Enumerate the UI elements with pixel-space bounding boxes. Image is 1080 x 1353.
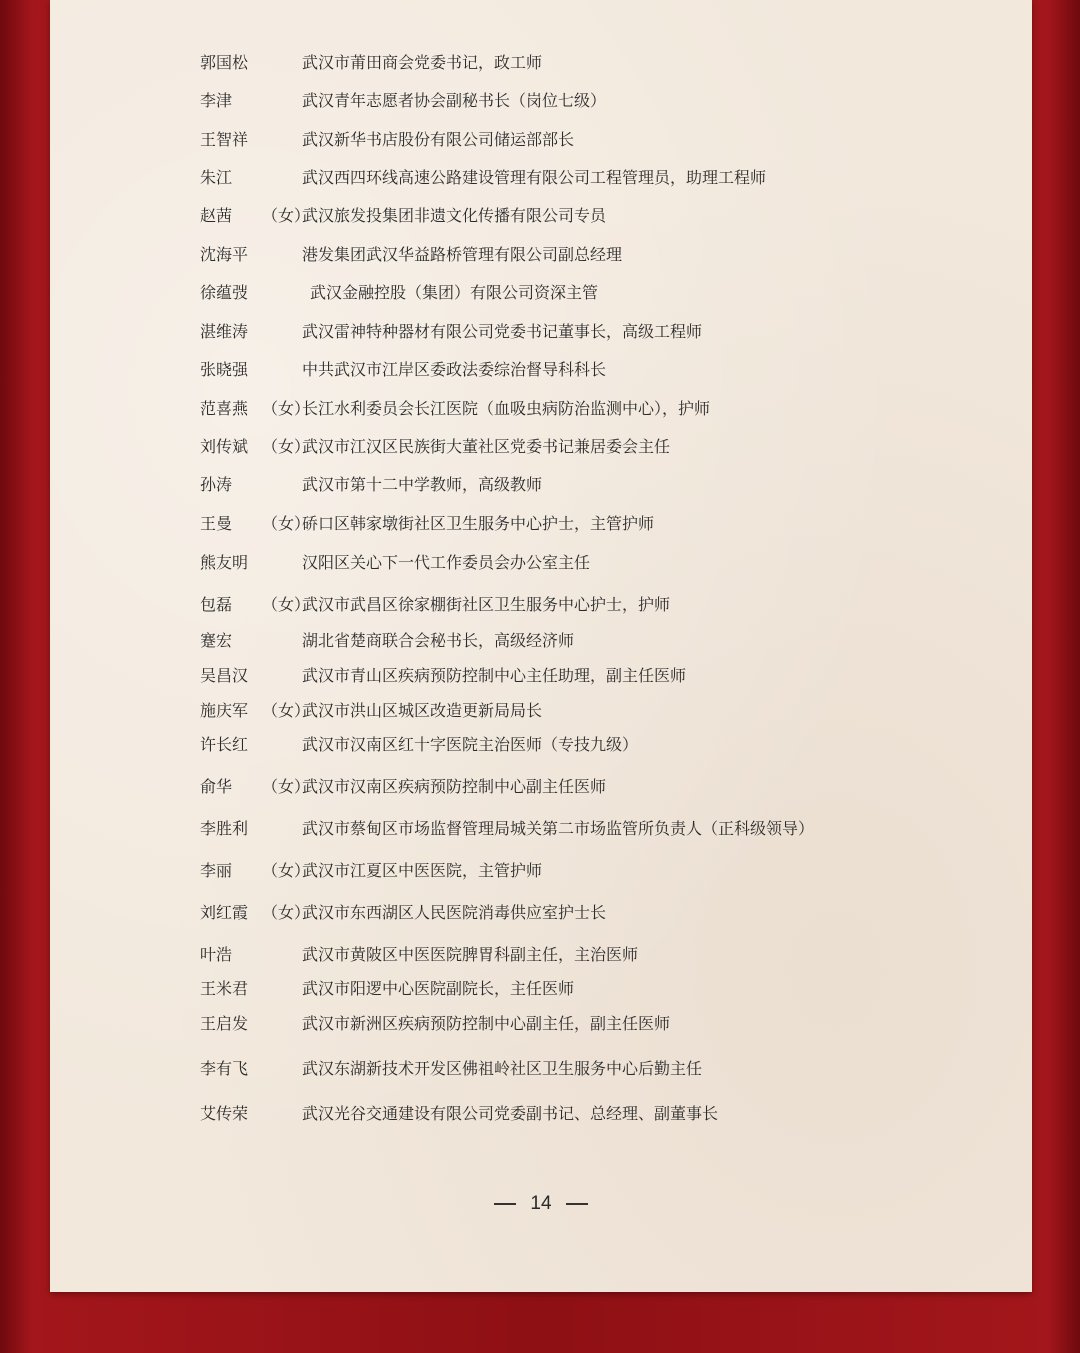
- person-title: 武汉金融控股（集团）有限公司资深主管: [310, 283, 599, 302]
- person-title: 武汉雷神特种器材有限公司党委书记董事长，高级工程师: [302, 322, 703, 341]
- person-name: 范喜燕: [200, 399, 249, 418]
- person-name: 刘红霞: [200, 903, 249, 922]
- person-title: 武汉新华书店股份有限公司储运部部长: [302, 130, 575, 149]
- person-name: 蹇宏: [200, 631, 233, 650]
- page-number: 14: [530, 1193, 552, 1214]
- person-title: 武汉市黄陂区中医医院脾胃科副主任，主治医师: [302, 945, 639, 964]
- female-marker: （女）: [262, 861, 311, 880]
- person-title: 武汉市武昌区徐家棚街社区卫生服务中心护士，护师: [302, 595, 671, 614]
- person-name: 王智祥: [200, 130, 249, 149]
- person-name: 俞华: [200, 777, 233, 796]
- female-marker: （女）: [262, 206, 311, 225]
- person-name: 孙涛: [200, 475, 233, 494]
- person-name: 李丽: [200, 861, 233, 880]
- person-title: 武汉市阳逻中心医院副院长，主任医师: [302, 979, 575, 998]
- person-name: 王曼: [200, 514, 233, 533]
- person-name: 熊友明: [200, 553, 249, 572]
- female-marker: （女）: [262, 701, 311, 720]
- person-name: 赵茜: [200, 206, 233, 225]
- female-marker: （女）: [262, 399, 311, 418]
- person-title: 武汉市洪山区城区改造更新局局长: [302, 701, 543, 720]
- person-name: 艾传荣: [200, 1104, 249, 1123]
- person-title: 武汉东湖新技术开发区佛祖岭社区卫生服务中心后勤主任: [302, 1059, 703, 1078]
- footer-dash-right: [566, 1203, 588, 1205]
- person-title: 武汉市江夏区中医医院，主管护师: [302, 861, 543, 880]
- person-title: 长江水利委员会长江医院（血吸虫病防治监测中心），护师: [302, 399, 711, 418]
- person-name: 包磊: [200, 595, 233, 614]
- document-page: [50, 0, 1032, 1292]
- person-name: 王米君: [200, 979, 249, 998]
- person-title: 武汉市汉南区红十字医院主治医师（专技九级）: [302, 735, 639, 754]
- person-title: 武汉西四环线高速公路建设管理有限公司工程管理员，助理工程师: [302, 168, 767, 187]
- person-name: 许长红: [200, 735, 249, 754]
- female-marker: （女）: [262, 595, 311, 614]
- person-title: 港发集团武汉华益路桥管理有限公司副总经理: [302, 245, 623, 264]
- person-title: 汉阳区关心下一代工作委员会办公室主任: [302, 553, 591, 572]
- person-title: 武汉市蔡甸区市场监督管理局城关第二市场监管所负责人（正科级领导）: [302, 819, 815, 838]
- person-title: 湖北省楚商联合会秘书长，高级经济师: [302, 631, 575, 650]
- person-title: 硚口区韩家墩街社区卫生服务中心护士，主管护师: [302, 514, 655, 533]
- person-name: 张晓强: [200, 360, 249, 379]
- female-marker: （女）: [262, 514, 311, 533]
- person-name: 王启发: [200, 1014, 249, 1033]
- person-name: 叶浩: [200, 945, 233, 964]
- page-footer: [50, 1190, 1032, 1218]
- person-title: 武汉市新洲区疾病预防控制中心副主任，副主任医师: [302, 1014, 671, 1033]
- person-title: 武汉旅发投集团非遗文化传播有限公司专员: [302, 206, 607, 225]
- person-title: 武汉市东西湖区人民医院消毒供应室护士长: [302, 903, 607, 922]
- person-name: 刘传斌: [200, 437, 249, 456]
- person-name: 李津: [200, 91, 233, 110]
- person-name: 施庆军: [200, 701, 249, 720]
- person-title: 武汉市汉南区疾病预防控制中心副主任医师: [302, 777, 607, 796]
- person-title: 武汉市江汉区民族街大董社区党委书记兼居委会主任: [302, 437, 671, 456]
- person-title: 武汉市莆田商会党委书记，政工师: [302, 53, 543, 72]
- person-name: 李胜利: [200, 819, 249, 838]
- person-name: 李有飞: [200, 1059, 249, 1078]
- person-name: 徐蕴弢: [200, 283, 249, 302]
- person-title: 武汉光谷交通建设有限公司党委副书记、总经理、副董事长: [302, 1104, 719, 1123]
- person-name: 湛维涛: [200, 322, 249, 341]
- person-name: 朱江: [200, 168, 233, 187]
- person-title: 武汉青年志愿者协会副秘书长（岗位七级）: [302, 91, 607, 110]
- female-marker: （女）: [262, 903, 311, 922]
- person-name: 沈海平: [200, 245, 249, 264]
- female-marker: （女）: [262, 437, 311, 456]
- person-name: 郭国松: [200, 53, 249, 72]
- person-name: 吴昌汉: [200, 666, 249, 685]
- footer-dash-left: [494, 1203, 516, 1205]
- person-title: 中共武汉市江岸区委政法委综治督导科科长: [302, 360, 607, 379]
- person-title: 武汉市青山区疾病预防控制中心主任助理，副主任医师: [302, 666, 687, 685]
- person-title: 武汉市第十二中学教师，高级教师: [302, 475, 543, 494]
- female-marker: （女）: [262, 777, 311, 796]
